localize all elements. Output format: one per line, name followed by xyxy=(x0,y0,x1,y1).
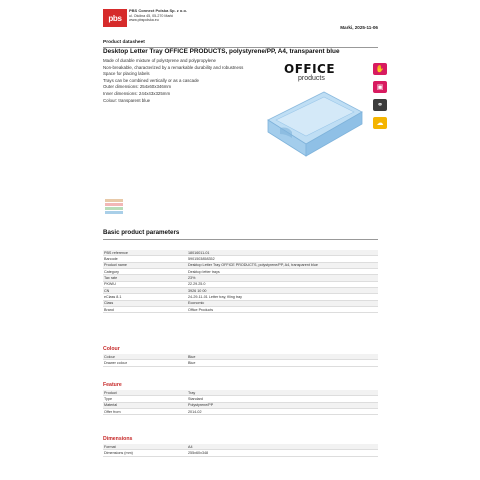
divider xyxy=(103,239,378,240)
param-value: 3926 10 00 xyxy=(188,288,207,293)
thumbnail-stacked-trays[interactable] xyxy=(103,195,125,217)
company-website[interactable]: www.pbspolska.eu xyxy=(129,18,159,23)
office-products-logo xyxy=(284,64,346,82)
param-value: Blue xyxy=(188,354,196,359)
table-row xyxy=(103,307,378,313)
basic-params-table xyxy=(103,250,378,313)
param-value: Desktop Letter Tray OFFICE PRODUCTS, polystyrene/PP, A4, transparent blue xyxy=(188,263,318,268)
brand-line-1: OFFICE xyxy=(284,62,336,76)
table-row xyxy=(103,409,378,415)
table-row xyxy=(103,450,378,456)
param-value: 255x60x348 xyxy=(188,451,209,456)
logo-text: pbs xyxy=(108,13,122,23)
colour-table xyxy=(103,354,378,367)
param-key: Product name xyxy=(104,263,127,268)
table-row xyxy=(103,360,378,366)
dimensions-table xyxy=(103,444,378,457)
page-title: Desktop Letter Tray OFFICE PRODUCTS, polystyrene/PP, A4, transparent blue xyxy=(103,48,340,55)
pbs-logo xyxy=(103,9,127,27)
param-value: Tray xyxy=(188,390,196,395)
product-description xyxy=(103,58,263,104)
param-key: CN xyxy=(104,288,110,293)
description-line: Space for placing labels xyxy=(103,71,150,77)
param-key: PBS reference xyxy=(104,250,128,255)
param-value: A4 xyxy=(188,444,193,449)
hand-icon: ✋ xyxy=(373,63,387,75)
company-name: PBS Connect Polska Sp. z o.o. xyxy=(129,8,188,13)
product-image-tray xyxy=(262,86,366,160)
description-line: Trays can be combined vertically or as a cascade xyxy=(103,77,199,83)
company-address: ul. Okólna 45, 05-270 Marki xyxy=(129,13,174,18)
basic-params-heading: Basic product parameters xyxy=(103,229,180,236)
description-line: Outer dimensions: 254x60x346mm xyxy=(103,84,172,90)
cloud-icon: ☁ xyxy=(373,117,387,129)
colour-heading: Colour xyxy=(103,346,120,352)
handshake-icon: ⚭ xyxy=(373,99,387,111)
param-key: Format xyxy=(104,444,116,449)
param-value: 2014-02 xyxy=(188,409,202,414)
param-key: Type xyxy=(104,397,112,402)
description-line: Colour: transparent blue xyxy=(103,97,151,103)
param-value: 22.29.25.0 xyxy=(188,282,206,287)
shopping-bag-icon: ▣ xyxy=(373,81,387,93)
param-value: 24-29-11-01 Letter tray, filing tray xyxy=(188,295,242,300)
param-key: eClass 8.1 xyxy=(104,295,122,300)
company-block xyxy=(129,9,187,23)
param-key: Tax rate xyxy=(104,276,118,281)
param-value: Polystyrene/PP xyxy=(188,403,214,408)
param-value: Blue xyxy=(188,361,196,366)
param-key: Colour xyxy=(104,354,115,359)
param-key: Category xyxy=(104,269,119,274)
brand-line-2: products xyxy=(298,75,325,82)
param-value: 5901503858352 xyxy=(188,257,215,262)
description-line: Inner dimensions: 244x43x325mm xyxy=(103,90,171,96)
param-value: Desktop letter trays xyxy=(188,269,220,274)
param-key: Product xyxy=(104,390,117,395)
param-key: Offer from xyxy=(104,409,121,414)
description-line: Non-breakable, characterized by a remarkable durability and robustness xyxy=(103,64,244,70)
description-line: Made of durable mixture of polystyrene and polypropylene xyxy=(103,58,217,63)
param-value: Standard xyxy=(188,397,203,402)
sheet-label: Product datasheet xyxy=(103,40,145,45)
feature-heading: Feature xyxy=(103,382,122,388)
param-key: Brand xyxy=(104,307,114,312)
param-value: Economic xyxy=(188,301,205,306)
feature-table xyxy=(103,390,378,415)
param-value: 18016011-01 xyxy=(188,250,210,255)
param-key: Barcode xyxy=(104,257,118,262)
param-value: Office Products xyxy=(188,307,214,312)
param-key: Class xyxy=(104,301,114,306)
param-value: 23% xyxy=(188,276,196,281)
date-line: Marki, 2025-11-06 xyxy=(340,25,378,30)
param-key: Material xyxy=(104,403,118,408)
param-key: Dimensions (mm) xyxy=(104,451,133,456)
dimensions-heading: Dimensions xyxy=(103,436,133,442)
param-key: PKWiU xyxy=(104,282,116,287)
param-key: Drawer colour xyxy=(104,361,127,366)
